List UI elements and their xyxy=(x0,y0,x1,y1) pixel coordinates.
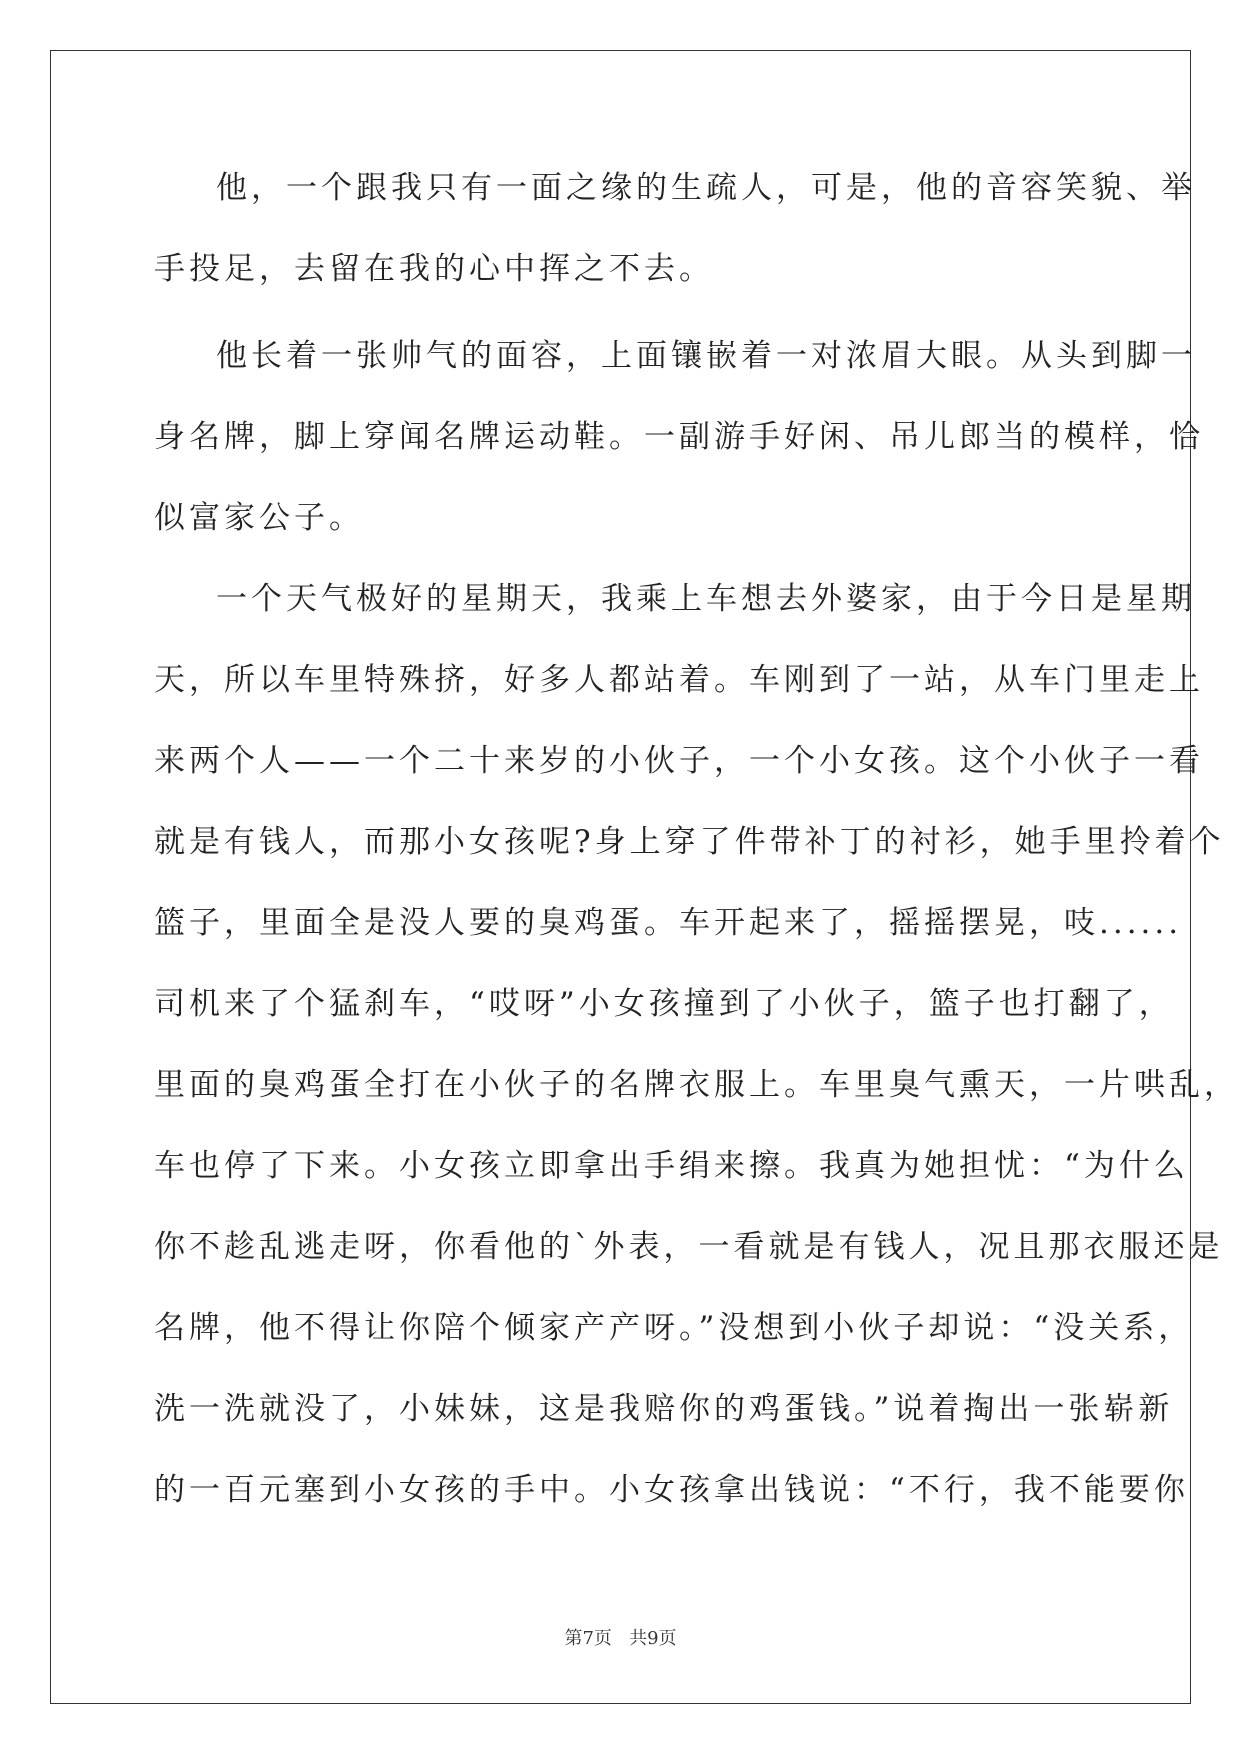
text-line: 天，所以车里特殊挤，好多人都站着。车刚到了一站，从车门里走上 xyxy=(154,662,1204,698)
text-line: 一个天气极好的星期天，我乘上车想去外婆家，由于今日是星期 xyxy=(216,581,1196,617)
text-line: 他，一个跟我只有一面之缘的生疏人，可是，他的音容笑貌、举 xyxy=(216,170,1196,206)
page-number-footer xyxy=(0,1624,1241,1650)
text-line: 来两个人——一个二十来岁的小伙子，一个小女孩。这个小伙子一看 xyxy=(154,743,1204,779)
text-line: 他长着一张帅气的面容，上面镶嵌着一对浓眉大眼。从头到脚一 xyxy=(216,338,1196,374)
text-line: 名牌，他不得让你陪个倾家产产呀。”没想到小伙子却说：“没关系， xyxy=(154,1310,1194,1346)
document-body xyxy=(154,163,1239,1546)
text-line: 手投足，去留在我的心中挥之不去。 xyxy=(154,251,714,287)
text-line: 你不趁乱逃走呀，你看他的`外表，一看就是有钱人，况且那衣服还是 xyxy=(154,1229,1224,1265)
total-label-suffix: 页 xyxy=(658,1628,677,1649)
text-line: 似富家公子。 xyxy=(154,500,364,536)
text-line: 车也停了下来。小女孩立即拿出手绢来擦。我真为她担忧：“为什么 xyxy=(154,1148,1189,1184)
text-line: 篮子，里面全是没人要的臭鸡蛋。车开起来了，摇摇摆晃，吱...... xyxy=(154,905,1183,941)
page-label-suffix: 页 xyxy=(593,1628,612,1649)
text-line: 身名牌，脚上穿闻名牌运动鞋。一副游手好闲、吊儿郎当的模样，恰 xyxy=(154,419,1204,455)
text-line: 就是有钱人，而那小女孩呢?身上穿了件带补丁的衬衫，她手里拎着个 xyxy=(154,824,1225,860)
total-label-prefix: 共 xyxy=(629,1628,648,1649)
total-pages-number: 9 xyxy=(647,1628,659,1649)
page-label-prefix: 第 xyxy=(564,1628,583,1649)
text-line: 的一百元塞到小女孩的手中。小女孩拿出钱说：“不行，我不能要你 xyxy=(154,1472,1189,1508)
text-line: 司机来了个猛刹车，“哎呀”小女孩撞到了小伙子，篮子也打翻了， xyxy=(154,986,1174,1022)
text-line: 里面的臭鸡蛋全打在小伙子的名牌衣服上。车里臭气熏天，一片哄乱， xyxy=(154,1067,1239,1103)
current-page-number: 7 xyxy=(582,1628,594,1649)
text-line: 洗一洗就没了，小妹妹，这是我赔你的鸡蛋钱。”说着掏出一张崭新 xyxy=(154,1391,1174,1427)
